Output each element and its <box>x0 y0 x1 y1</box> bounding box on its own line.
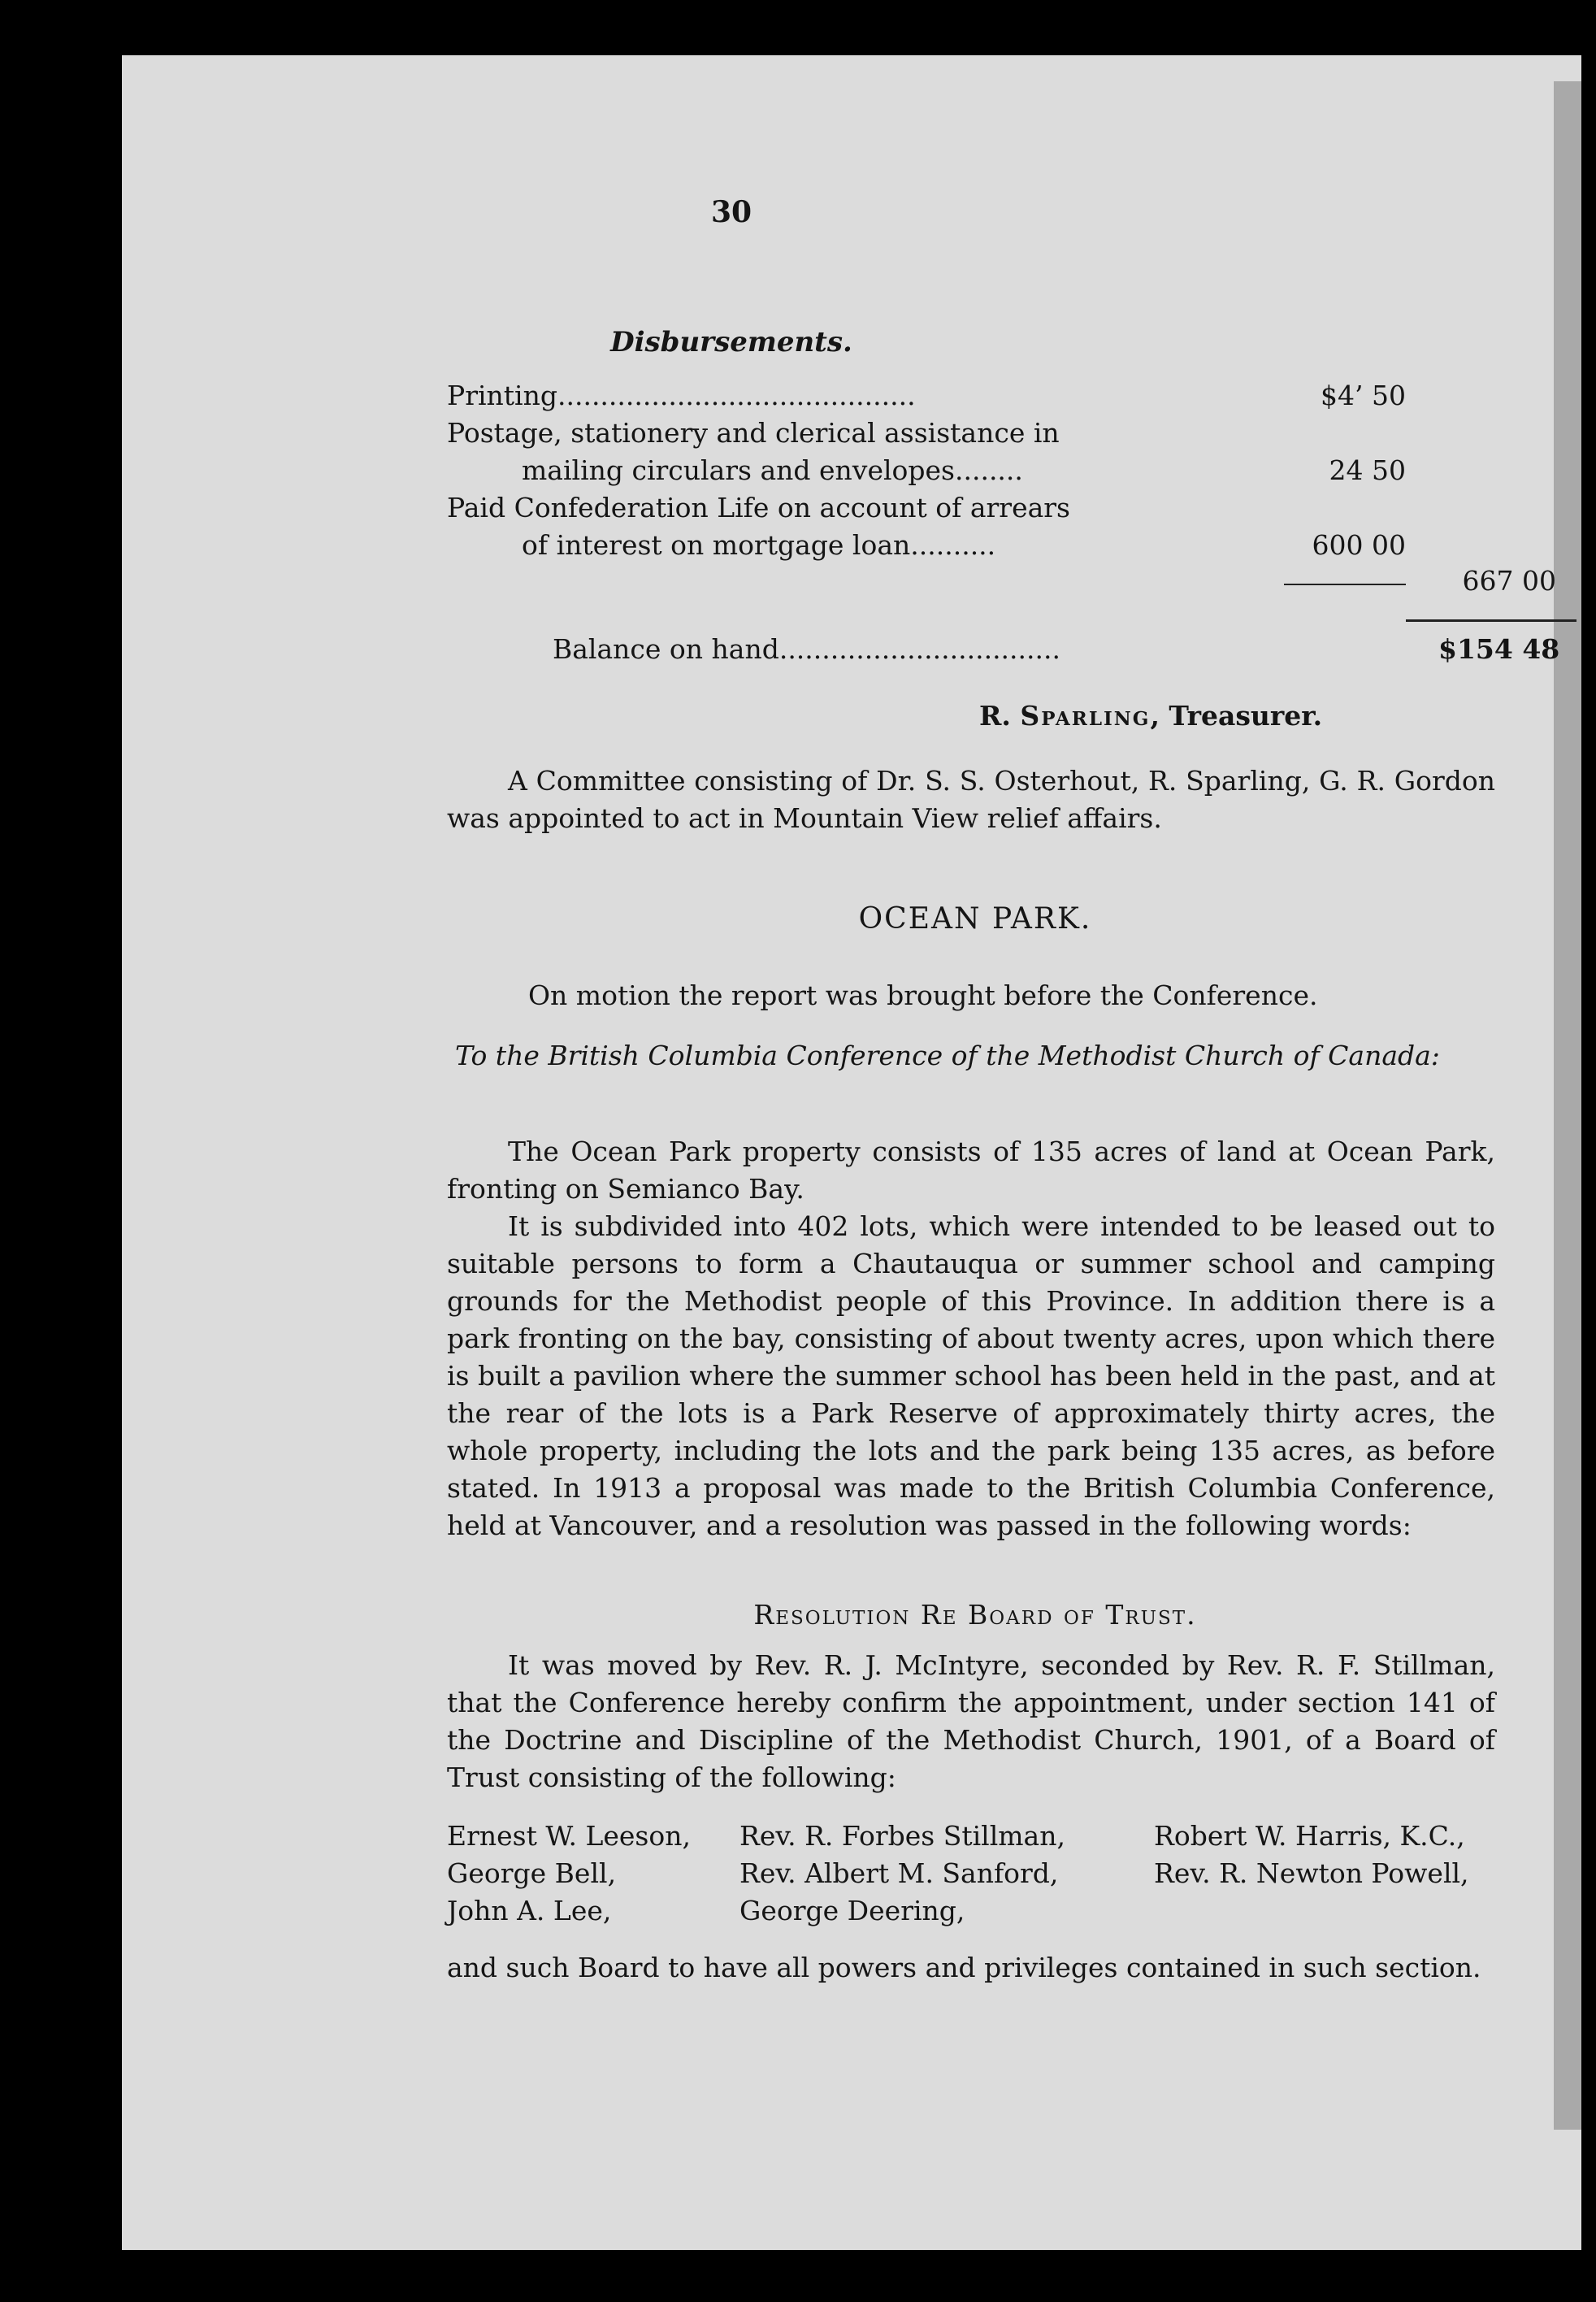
names-column-1 <box>447 1818 691 1930</box>
ledger-item-label: of interest on mortgage loan <box>522 529 911 561</box>
resolution-body: It was moved by Rev. R. J. McIntyre, seconded by Rev. R. F. Stillman, that the Conference hereby confirm the appointment, under section 141 of the Doctrine and Discipline of the Methodist Church, 1901, of a Board of Trust consisting of the following: <box>447 1649 1495 1793</box>
trustee-name: Rev. R. Forbes Stillman, <box>739 1820 1065 1852</box>
dot-leader: .......................................... <box>557 380 916 411</box>
disbursements-total: 667 00 <box>1462 565 1556 597</box>
ledger-item-amount: 600 00 <box>1312 529 1406 561</box>
ocean-park-title: OCEAN PARK. <box>858 902 1092 936</box>
page-content <box>447 55 1560 2250</box>
names-column-3 <box>1154 1818 1469 1892</box>
ocean-park-paragraph-2: It is subdivided into 402 lots, which were intended to be leased out to suitable persons to form a Chautauqua or summer school and camping grounds for the Methodist people of this Province. In addition there is a park fronting on the bay, consisting of about twenty acres, upon which there is built a pavilion where the summer school has been held in the past, and at the rear of the lots is a Park Reserve of approximately thirty acres, the whole property, including the lots and the park being 135 acres, as before stated. In 1913 a proposal was made to the British Columbia Conference, held at Vancouver, and a resolution was passed in the following words: <box>447 1210 1495 1541</box>
page-number: 30 <box>710 195 752 229</box>
dot-leader: ................................. <box>778 633 1060 665</box>
ledger-item-amount: $4’ 50 <box>1321 380 1406 411</box>
resolution-closing: and such Board to have all powers and privileges contained in such section. <box>447 1952 1481 1983</box>
balance-amount: $154 48 <box>1438 633 1560 665</box>
ocean-park-paragraph-1: The Ocean Park property consists of 135 acres of land at Ocean Park, fronting on Semianco Bay. <box>447 1136 1495 1205</box>
disbursements-heading: Disbursements. <box>610 326 852 358</box>
committee-paragraph: A Committee consisting of Dr. S. S. Osterhout, R. Sparling, G. R. Gordon was appointed to act in Mountain View relief affairs. <box>447 765 1495 834</box>
ledger-item-label: Printing <box>447 380 557 411</box>
total-rule <box>1406 619 1576 622</box>
ledger-item-postage-line2 <box>522 452 1221 489</box>
ledger-item-confederation-line2 <box>522 527 1221 564</box>
trustee-name: John A. Lee, <box>447 1895 612 1926</box>
treasurer-signature <box>979 697 1322 735</box>
address-line <box>455 1037 1495 1075</box>
ledger-item-printing <box>447 377 1146 415</box>
trustee-name: Rev. Albert M. Sanford, <box>739 1857 1059 1889</box>
trustee-name: George Deering, <box>739 1895 965 1926</box>
trustee-name: Rev. R. Newton Powell, <box>1154 1857 1469 1889</box>
signature-name: Sparling <box>1020 700 1151 732</box>
motion-line: On motion the report was brought before the Conference. <box>528 979 1318 1011</box>
trustee-name: George Bell, <box>447 1857 617 1889</box>
signature-title: , Treasurer. <box>1150 700 1323 732</box>
ledger-item-label: mailing circulars and envelopes <box>522 454 955 486</box>
resolution-title: Resolution Re Board of Trust. <box>753 1599 1197 1631</box>
address-text: To the British Columbia Conference of the Methodist Church of Canada: <box>455 1040 1440 1071</box>
dot-leader: ........ <box>954 454 1023 486</box>
names-column-2 <box>739 1818 1065 1930</box>
signature-initial: R. <box>979 700 1011 732</box>
balance-label: Balance on hand <box>553 633 779 665</box>
subtotal-rule <box>1284 584 1406 585</box>
ledger-item-amount: 24 50 <box>1329 454 1406 486</box>
ledger-item-confederation-line1: Paid Confederation Life on account of arrears <box>447 492 1070 523</box>
dot-leader: .......... <box>910 529 996 561</box>
trustee-name: Robert W. Harris, K.C., <box>1154 1820 1465 1852</box>
ledger-item-postage-line1: Postage, stationery and clerical assistance in <box>447 417 1060 449</box>
trustee-name: Ernest W. Leeson, <box>447 1820 691 1852</box>
balance-line <box>553 631 1251 668</box>
